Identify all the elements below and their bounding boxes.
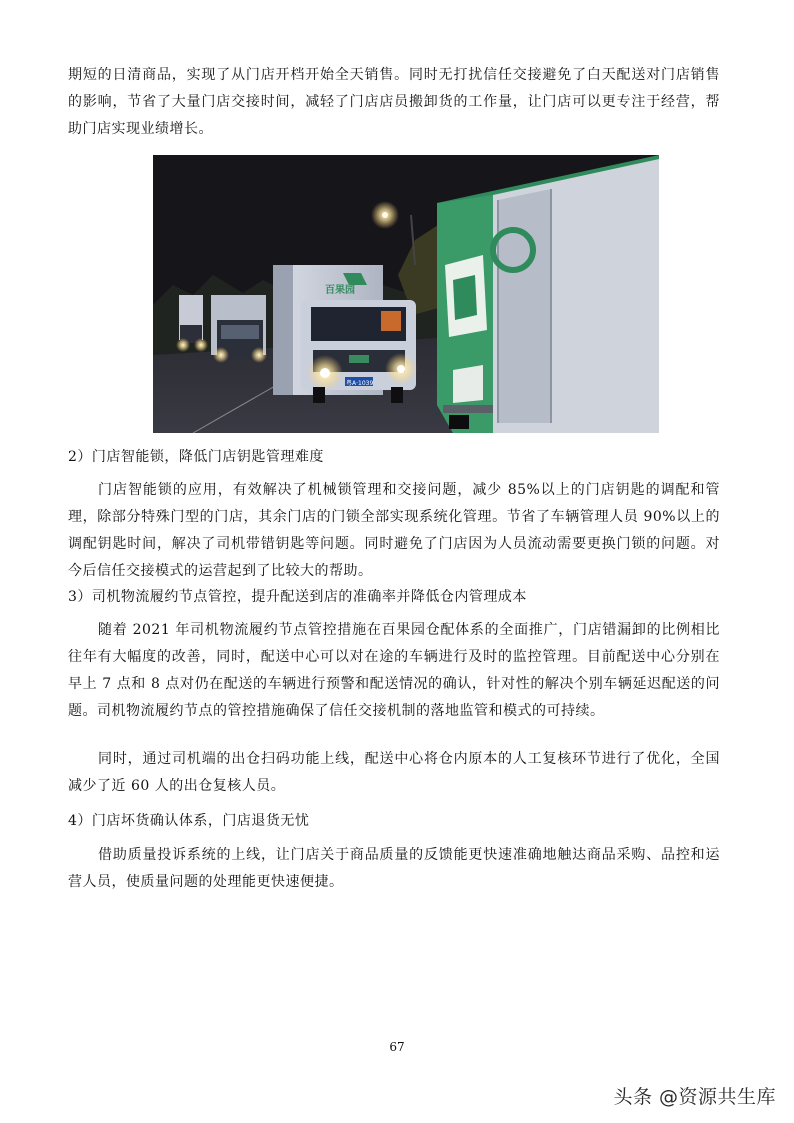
section-heading-damaged-goods: 4）门店坏货确认体系，门店退货无忧	[68, 813, 310, 829]
paragraph-smart-lock: 门店智能锁的应用，有效解决了机械锁管理和交接问题，减少 85%以上的门店钥匙的调配和管理，除部分特殊门型的门店，其余门店的门锁全部实现系统化管理。节省了车辆管理人员 90%以上的调配钥匙时间，解决了司机带错钥匙等问题。同时避免了门店因为人员流动需要更换门锁的问题。对今后信任交接模式的运营起到了比较大的帮助。	[68, 482, 720, 579]
night-delivery-trucks-photo	[153, 155, 659, 433]
section-heading-smart-lock: 2）门店智能锁，降低门店钥匙管理难度	[68, 449, 324, 465]
truck-brand-text: 百果园	[325, 285, 355, 296]
section-heading-driver-control: 3）司机物流履约节点管控，提升配送到店的准确率并降低仓内管理成本	[68, 589, 527, 605]
paragraph-driver-control: 随着 2021 年司机物流履约节点管控措施在百果园仓配体系的全面推广，门店错漏卸的比例相比往年有大幅度的改善，同时，配送中心可以对在途的车辆进行及时的监控管理。目前配送中心分别在早上 7 点和 8 点对仍在配送的车辆进行预警和配送情况的确认，针对性的解决个别车辆延迟配送的问题。司机物流履约节点的管控措施确保了信任交接机制的落地监管和模式的可持续。	[68, 622, 720, 719]
page-number: 67	[389, 1040, 405, 1054]
license-plate-text: 粤A·1039	[346, 380, 374, 387]
watermark: 头条 @资源共生库	[613, 1086, 776, 1108]
paragraph-intro: 期短的日清商品，实现了从门店开档开始全天销售。同时无打扰信任交接避免了白天配送对门店销售的影响，节省了大量门店交接时间，减轻了门店店员搬卸货的工作量，让门店可以更专注于经营，帮助门店实现业绩增长。	[68, 67, 720, 137]
paragraph-quality-complaint: 借助质量投诉系统的上线，让门店关于商品质量的反馈能更快速准确地触达商品采购、品控和运营人员，使质量问题的处理能更快速便捷。	[68, 847, 720, 890]
photo-illustration	[153, 155, 659, 433]
paragraph-scan-checkout: 同时，通过司机端的出仓扫码功能上线，配送中心将仓内原本的人工复核环节进行了优化，全国减少了近 60 人的出仓复核人员。	[68, 751, 720, 794]
